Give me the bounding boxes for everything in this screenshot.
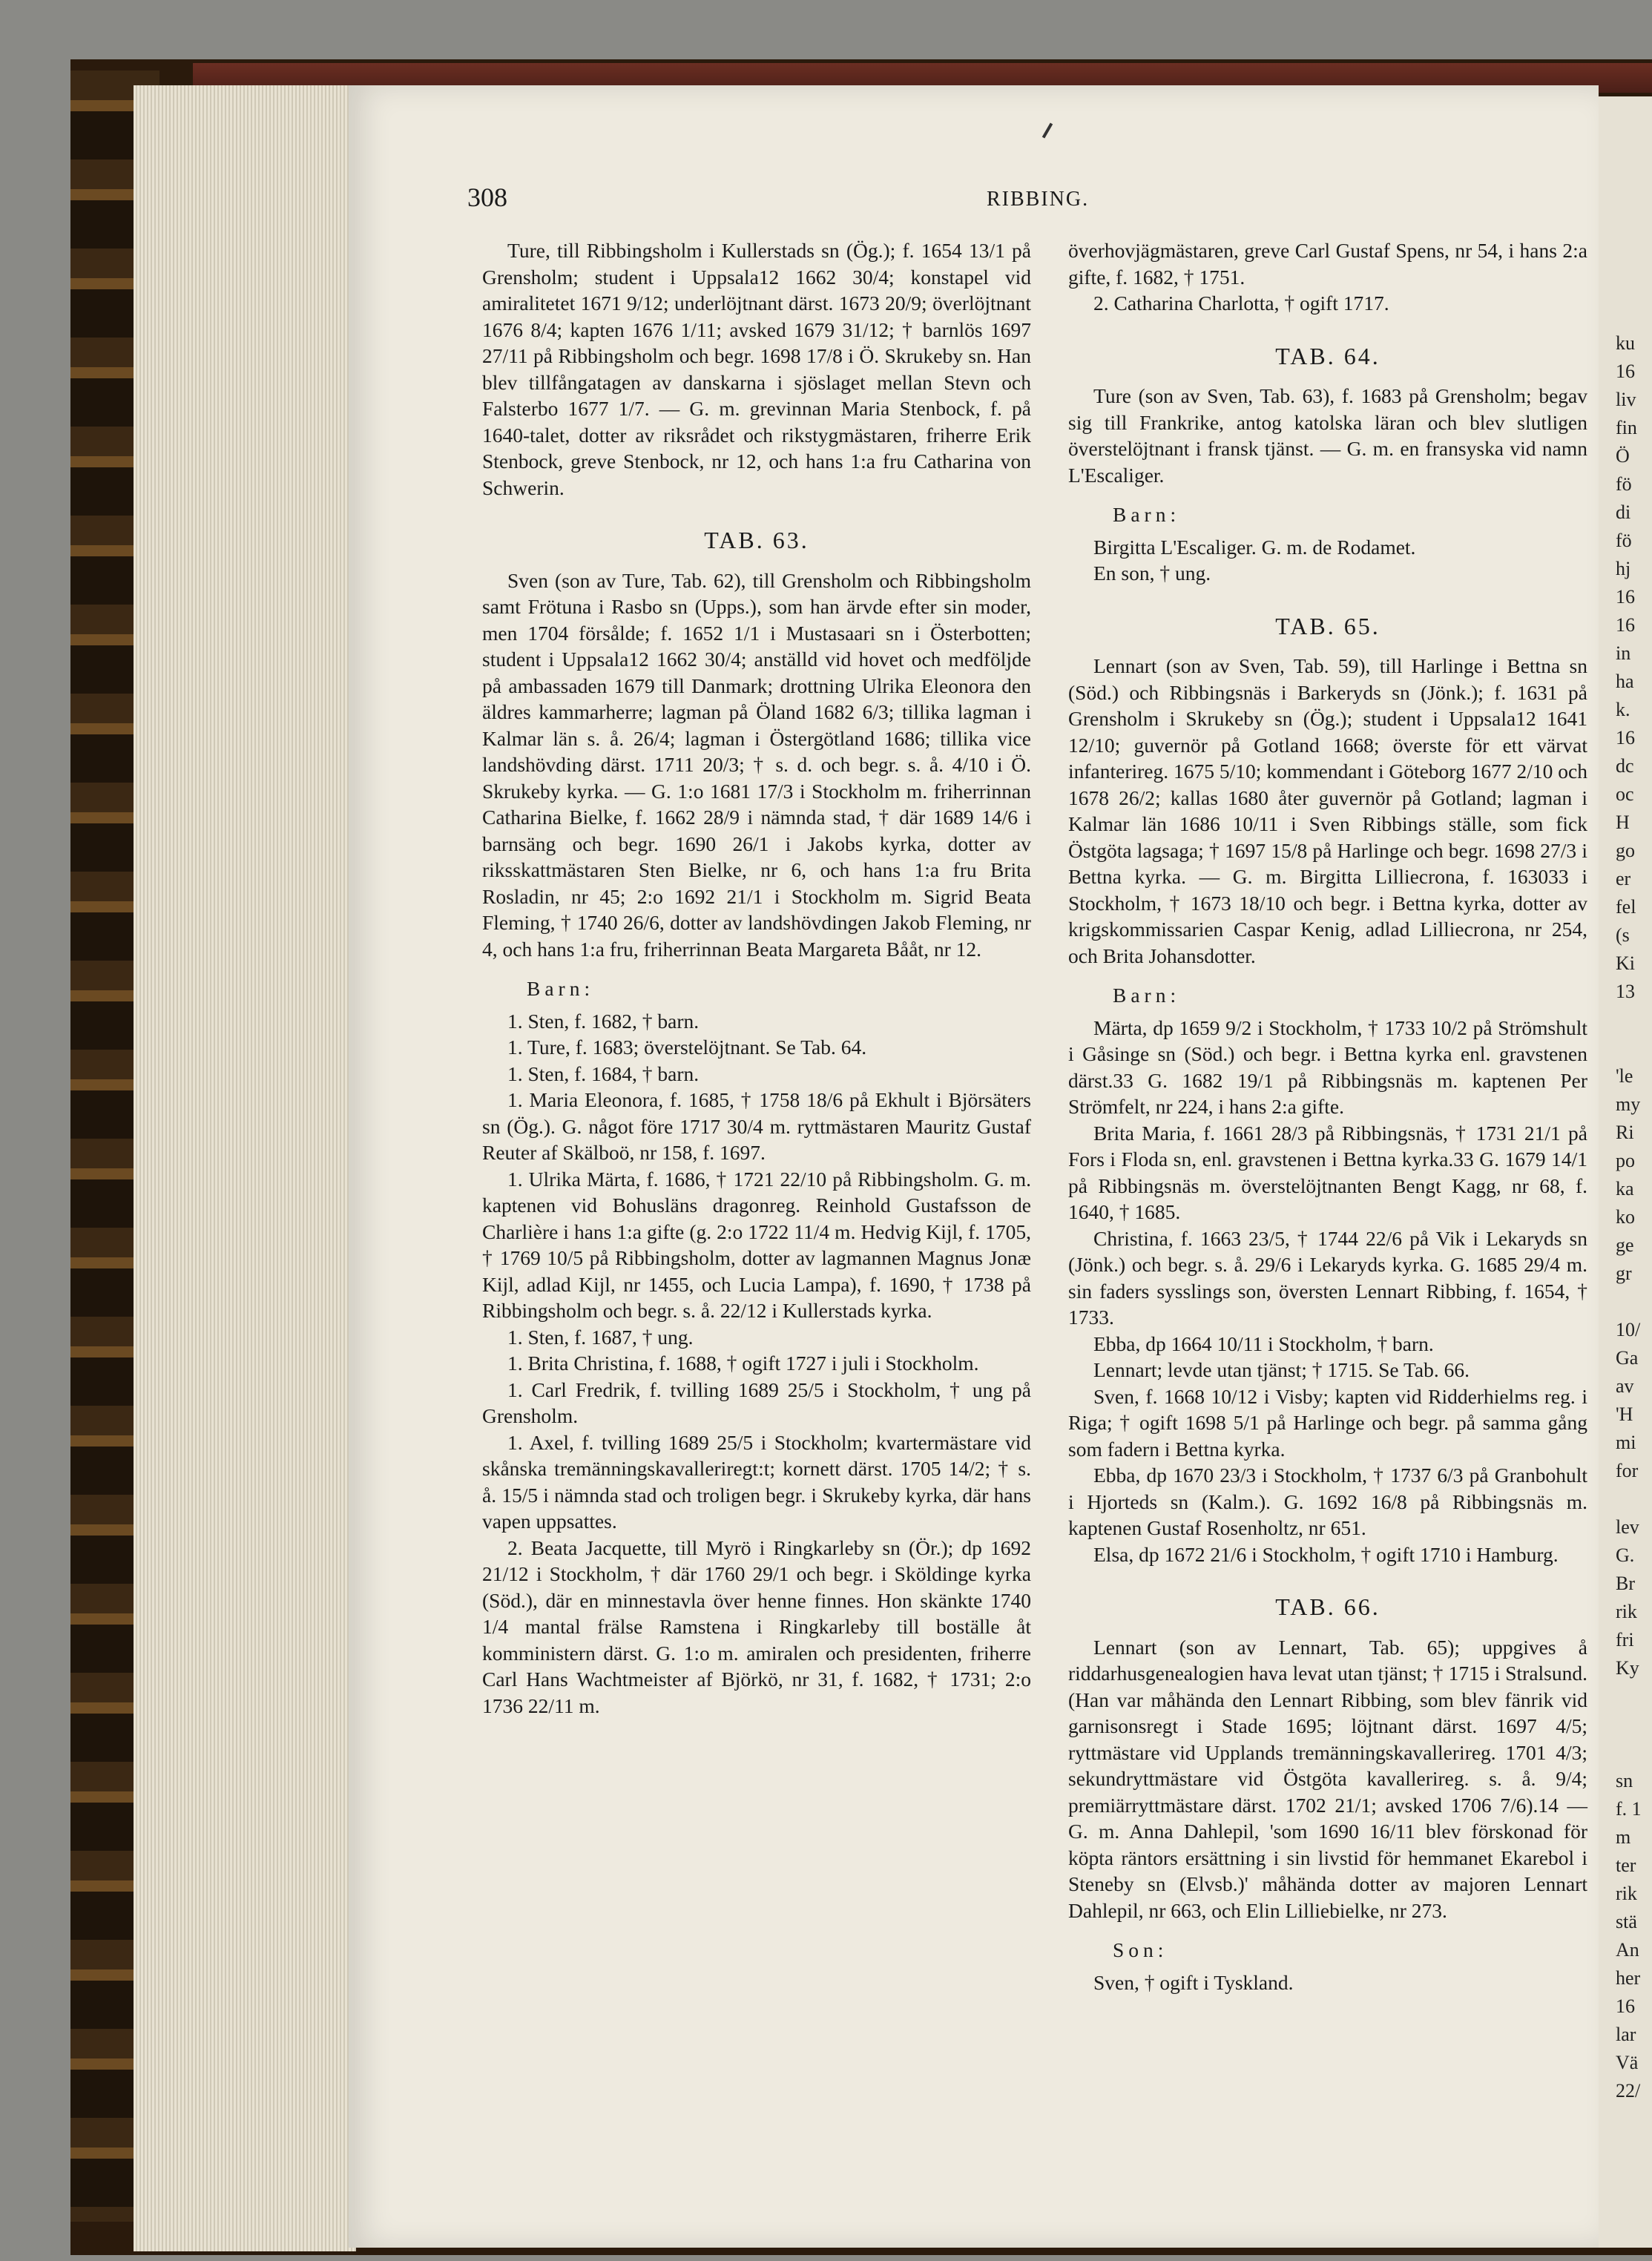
right-column xyxy=(1068,237,1587,1995)
margin-fragment: 'H xyxy=(1616,1403,1633,1425)
genealogy-entry: Birgitta L'Escaliger. G. m. de Rodamet. xyxy=(1093,535,1416,559)
margin-fragment: stä xyxy=(1616,1911,1637,1932)
margin-fragment: po xyxy=(1616,1150,1635,1171)
genealogy-entry: 2. Beata Jacquette, till Myrö i Ringkarleby sn (Ör.); dp 1692 21/12 i Stockholm, † där 1760 29/1 och begr. i Sköldinge kyrka (Söd.), där en minnestavla över henne finnes. Hon skänkte 1740 1/4 mantal frälse Ramstena i Ringkarleby till boställe åt komministern därst. G. 1:o m. amiralen och presidenten, friherre Carl Hans Wachtmeister af Björkö, nr 31, f. 1682, † 1731; 2:o 1736 22/11 m. xyxy=(482,1536,1031,1717)
genealogy-entry: 1. Ulrika Märta, f. 1686, † 1721 22/10 på Ribbingsholm. G. m. kaptenen vid Bohusläns dragonreg. Reinhold Gustafsson de Charlière i hans 1:a gifte (g. 2:o 1722 11/4 m. Hedvig Kijl, f. 1705, † 1769 10/5 på Ribbingsholm, dotter av lagmannen Magnus Jonæ Kijl, adlad Kijl, nr 1455, och Lucia Lampa), f. 1690, † 1738 på Ribbingsholm och begr. s. å. 22/12 i Kullerstads kyrka. xyxy=(482,1167,1031,1322)
genealogy-entry: 1. Carl Fredrik, f. tvilling 1689 25/5 i Stockholm, † ung på Grensholm. xyxy=(482,1378,1031,1427)
genealogy-entry: Christina, f. 1663 23/5, † 1744 22/6 på Vik i Lekaryds sn (Jönk.) och begr. s. å. 29/6 i Lekaryds kyrka. G. 1685 29/4 m. sin faders sysslings son, översten Lennart Ribbing, f. 1654, † 1733. xyxy=(1068,1226,1587,1329)
margin-fragment: 'le xyxy=(1616,1065,1633,1087)
genealogy-entry: Lennart; levde utan tjänst; † 1715. Se Tab. 66. xyxy=(1093,1358,1470,1381)
margin-fragment: ter xyxy=(1616,1854,1636,1876)
genealogy-entry: 1. Sten, f. 1682, † barn. xyxy=(507,1009,700,1033)
margin-fragment: lar xyxy=(1616,2024,1636,2045)
margin-fragment: (s xyxy=(1616,924,1630,946)
margin-fragment: her xyxy=(1616,1967,1641,1989)
margin-fragment: go xyxy=(1616,840,1635,861)
left-column xyxy=(482,237,1031,1719)
margin-fragment: Br xyxy=(1616,1573,1635,1594)
children-heading: Son: xyxy=(1113,1938,1168,1961)
margin-fragment: gr xyxy=(1616,1263,1632,1284)
margin-fragment: fri xyxy=(1616,1629,1634,1651)
genealogy-entry: Sven, † ogift i Tyskland. xyxy=(1093,1970,1294,1994)
margin-fragment: mi xyxy=(1616,1432,1636,1453)
margin-fragment: ka xyxy=(1616,1178,1634,1199)
children-heading: Barn: xyxy=(1113,984,1181,1007)
margin-fragment: Ky xyxy=(1616,1657,1639,1679)
genealogy-entry: 2. Catharina Charlotta, † ogift 1717. xyxy=(1093,292,1389,315)
margin-fragment: er xyxy=(1616,868,1631,889)
margin-fragment: dc xyxy=(1616,755,1634,777)
person-paragraph: Ture, till Ribbingsholm i Kullerstads sn (Ög.); f. 1654 13/1 på Grensholm; student i Uppsala12 1662 30/4; konstapel vid amiralitetet 1671 9/12; underlöjtnant därst. 1673 20/9; överlöjtnant 1676 8/4; kapten 1676 1/11; avsked 1679 31/12; † barnlös 1697 27/11 på Ribbingsholm och begr. 1698 17/8 i Ö. Skrukeby sn. Han blev tillfångatagen av danskarna i sjöslaget mellan Stevn och Falsterbo 1677 1/7. — G. m. grevinnan Maria Stenbock, f. på 1640-talet, dotter av riksrådet och rikstygmästaren, friherre Erik Stenbock, greve Stenbock, nr 12, och hans 1:a fru Catharina von Schwerin. xyxy=(482,239,1031,499)
margin-fragment: ko xyxy=(1616,1206,1635,1228)
margin-fragment: fel xyxy=(1616,896,1636,918)
running-title: RIBBING. xyxy=(987,188,1090,211)
genealogy-entry: 1. Brita Christina, f. 1688, † ogift 1727 i juli i Stockholm. xyxy=(507,1352,979,1375)
genealogy-entry: Brita Maria, f. 1661 28/3 på Ribbingsnäs, † 1731 21/1 på Fors i Floda sn, enl. gravstenen i Bettna kyrka.33 G. 1679 14/1 på Ribbingsnäs m. överstelöjtnanten Bengt Kagg, nr 68, f. 1640, † 1685. xyxy=(1068,1121,1587,1223)
margin-fragment: for xyxy=(1616,1460,1639,1481)
margin-fragment: 16 xyxy=(1616,1995,1635,2017)
table-heading: TAB. 65. xyxy=(1275,612,1380,639)
genealogy-entry: 1. Axel, f. tvilling 1689 25/5 i Stockholm; kvartermästare vid skånska tremänningskavalleriregt:t; kornett därst. 1705 14/2; † s. å. 15/5 i nämnda stad och troligen begr. i Skrukeby kyrka, där hans vapen uppsattes. xyxy=(482,1430,1031,1533)
genealogy-entry: En son, † ung. xyxy=(1093,562,1211,585)
margin-fragment: di xyxy=(1616,501,1631,523)
genealogy-entry: Märta, dp 1659 9/2 i Stockholm, † 1733 10/2 på Strömshult i Gåsinge sn (Söd.) och begr. i Bettna kyrka enl. gravstenen därst.33 G. 1682 19/1 på Ribbingsnäs m. kaptenen Per Strömfelt, nr 224, i hans 2:a gifte. xyxy=(1068,1016,1587,1118)
genealogy-entry: 1. Maria Eleonora, f. 1685, † 1758 18/6 på Ekhult i Björsäters sn (Ög.). G. något före 1717 30/4 m. ryttmästaren Mauritz Gustaf Reuter af Skälboö, nr 158, f. 1697. xyxy=(482,1088,1031,1164)
genealogy-entry: Ebba, dp 1670 23/3 i Stockholm, † 1737 6/3 på Granbohult i Hjorteds sn (Kalm.). G. 1692 16/8 på Ribbingsnäs m. kaptenen Gustaf Rosenholtz, nr 651. xyxy=(1068,1464,1587,1539)
margin-fragment: fö xyxy=(1616,473,1632,495)
margin-fragment: rik xyxy=(1616,1883,1637,1904)
margin-fragment: 16 xyxy=(1616,361,1635,382)
margin-fragment: 16 xyxy=(1616,586,1635,608)
page-stack-edges xyxy=(134,85,356,2251)
children-heading: Barn: xyxy=(1113,503,1181,526)
margin-fragment: Ö xyxy=(1616,445,1630,467)
margin-fragment: k. xyxy=(1616,699,1630,720)
margin-fragment: G. xyxy=(1616,1544,1635,1566)
margin-fragment: f. 1 xyxy=(1616,1798,1642,1820)
margin-fragment: 13 xyxy=(1616,981,1635,1002)
margin-fragment: 16 xyxy=(1616,614,1635,636)
table-heading: TAB. 64. xyxy=(1275,342,1380,369)
margin-fragment: ge xyxy=(1616,1234,1634,1256)
margin-fragment: ha xyxy=(1616,671,1634,692)
table-heading: TAB. 66. xyxy=(1275,1593,1380,1620)
margin-fragment: fö xyxy=(1616,530,1632,551)
margin-fragment: rik xyxy=(1616,1601,1637,1622)
margin-fragment: An xyxy=(1616,1939,1639,1961)
genealogy-entry: 1. Sten, f. 1684, † barn. xyxy=(507,1062,700,1085)
margin-fragment: Ga xyxy=(1616,1347,1639,1369)
person-paragraph: Sven (son av Ture, Tab. 62), till Grensholm och Ribbingsholm samt Frötuna i Rasbo sn (Upps.), som han ärvde efter sin moder, men 1704 försålde; f. 1652 1/1 i Mustasaari sn i Österbotten; student i Uppsala12 1662 30/4; anställd vid hovet och medföljde på ambassaden 1679 till Danmark; drottning Ulrika Eleonora den äldres kammarherre; lagman på Öland 1682 6/3; tillika lagman i Kalmar län s. å. 26/4; lagman i Östergötland 1686; tillika vice landshövding därst. 1711 20/3; † s. d. och begr. s. å. 4/10 i Ö. Skrukeby kyrka. — G. 1:o 1681 17/3 i Stockholm m. friherrinnan Catharina Bielke, f. 1662 28/9 i nämnda stad, † där 1689 14/6 i barnsäng och begr. 1690 26/1 i Jakobs kyrka, dotter av riksskattmästaren Sten Bielke, nr 6, och hans 1:a fru Brita Rosladin, nr 45; 2:o 1692 21/1 i Stockholm m. Sigrid Beata Fleming, † 1740 26/6, dotter av landshövdingen Jakob Fleming, nr 4, och hans 1:a fru, friherrinnan Beata Margareta Bååt, nr 12. xyxy=(482,568,1031,961)
margin-fragment: 10/ xyxy=(1616,1319,1641,1340)
person-paragraph: Lennart (son av Sven, Tab. 59), till Harlinge i Bettna sn (Söd.) och Ribbingsnäs i Barkeryds sn (Jönk.); f. 1631 på Grensholm i Skrukeby sn (Ög.); student i Uppsala12 1641 12/10; guvernör på Gotland 1668; överste för ett värvat infanterireg. 1675 5/10; kommendant i Göteborg 1677 2/10 och 1678 26/2; kallas 1680 åter guvernör på Gotland; lagman i Kalmar län 1686 10/11 i Sven Ribbings ställe, som fick Östgöta lagsaga; † 1697 15/8 på Harlinge och begr. 1698 27/3 i Bettna kyrka. — G. m. Birgitta Lilliecrona, f. 163033 i Stockholm, † 1673 18/10 och begr. i Bettna kyrka, dotter av krigskommissarien Caspar Kenig, adlad Lilliecrona, nr 254, och Brita Johansdotter. xyxy=(1068,654,1587,967)
margin-fragment: Ri xyxy=(1616,1122,1634,1143)
page-number: 308 xyxy=(467,182,507,212)
children-heading: Barn: xyxy=(527,977,595,1000)
margin-fragment: sn xyxy=(1616,1770,1633,1791)
margin-fragment: Ki xyxy=(1616,952,1635,974)
person-paragraph: Ture (son av Sven, Tab. 63), f. 1683 på Grensholm; begav sig till Frankrike, antog katolska läran och blev slutligen överstelöjtnant i fransk tjänst. — G. m. en fransyska vid namn L'Escaliger. xyxy=(1068,384,1587,487)
margin-fragment: fin xyxy=(1616,417,1637,438)
genealogy-entry: Elsa, dp 1672 21/6 i Stockholm, † ogift 1710 i Hamburg. xyxy=(1093,1542,1559,1566)
genealogy-entry: 1. Sten, f. 1687, † ung. xyxy=(507,1325,694,1349)
margin-fragment: hj xyxy=(1616,558,1631,579)
margin-fragment: 16 xyxy=(1616,727,1635,748)
margin-fragment: oc xyxy=(1616,783,1634,805)
genealogy-entry: Ebba, dp 1664 10/11 i Stockholm, † barn. xyxy=(1093,1332,1434,1355)
person-paragraph: Lennart (son av Lennart, Tab. 65); uppgives å riddarhusgenealogien hava levat utan tjänst; † 1715 i Stralsund. (Han var måhända den Lennart Ribbing, som blev fänrik vid garnisonsregt i Stade 1695; löjtnant därst. 1697 4/5; ryttmästare vid Upplands tremänningskavallerireg. 1701 4/3; sekundryttmästare vid Östgöta kavallerireg. s. å. 9/4; premiärryttmästare därst. 1702 21/1; avsked 1706 7/6).14 — G. m. Anna Dahlepil, 'som 1690 16/11 blev förskonad för köpta räntors ersättning i sin livstid för hemmanet Ekarebol i Steneby sn (Elvsb.)' måhända dotter av majoren Lennart Dahlepil, nr 663, och Elin Lilliebielke, nr 273. xyxy=(1068,1635,1587,1922)
margin-fragment: H xyxy=(1616,812,1630,833)
margin-fragment: Vä xyxy=(1616,2052,1639,2073)
margin-fragment: liv xyxy=(1616,389,1636,410)
page-header xyxy=(467,182,1587,211)
genealogy-entry: Sven, f. 1668 10/12 i Visby; kapten vid Ridderhielms reg. i Riga; † ogift 1698 5/1 på Harlinge och begr. på samma gång som fadern i Bettna kyrka. xyxy=(1068,1384,1587,1461)
margin-fragment: av xyxy=(1616,1375,1634,1397)
margin-fragment: ku xyxy=(1616,332,1635,354)
genealogy-entry: 1. Ture, f. 1683; överstelöjtnant. Se Tab. 64. xyxy=(507,1036,867,1059)
table-heading: TAB. 63. xyxy=(704,527,809,553)
margin-fragment: in xyxy=(1616,642,1631,664)
margin-fragment: 22/ xyxy=(1616,2080,1641,2102)
continued-paragraph: överhovjägmästaren, greve Carl Gustaf Spens, nr 54, i hans 2:a gifte, f. 1682, † 1751. xyxy=(1068,239,1587,289)
margin-fragment: lev xyxy=(1616,1516,1639,1538)
margin-fragment: m xyxy=(1616,1826,1631,1848)
margin-fragment: my xyxy=(1616,1093,1641,1115)
